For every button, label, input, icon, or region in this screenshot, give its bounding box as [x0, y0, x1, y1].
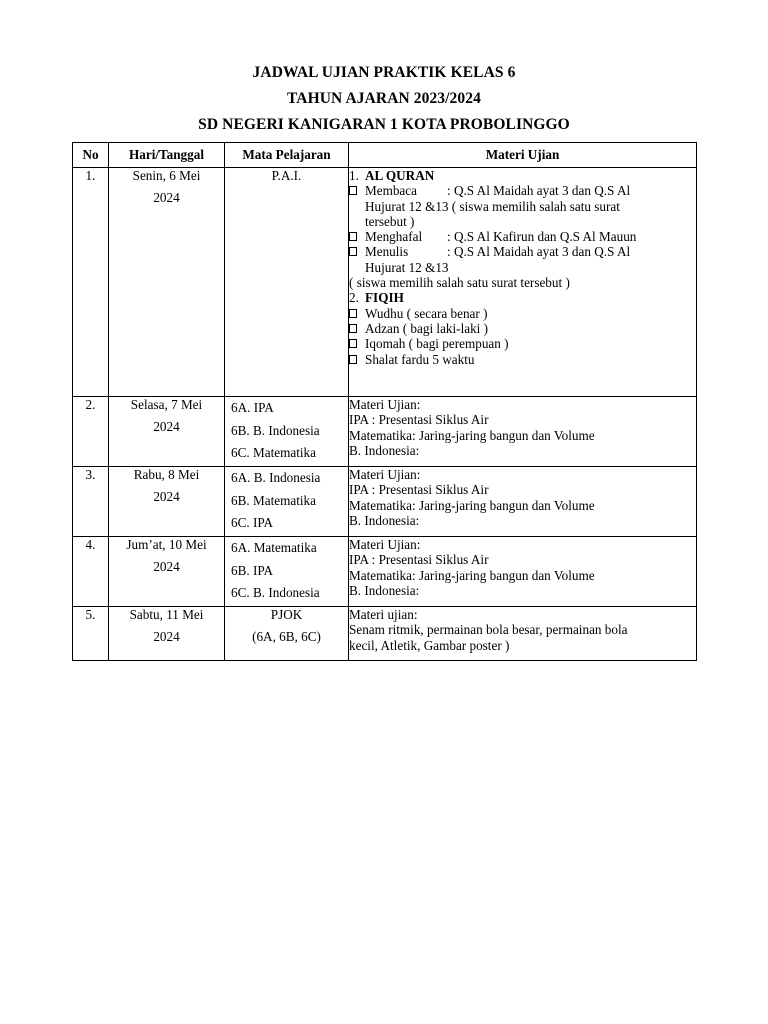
year: 2024: [153, 629, 180, 644]
subject: 6A. B. Indonesia: [231, 470, 321, 485]
item-text: tersebut ): [365, 213, 415, 229]
cell-hari: [109, 397, 225, 467]
title-line-2: TAHUN AJARAN 2023/2024: [287, 90, 481, 107]
cell-materi: [349, 607, 697, 661]
item-text: Shalat fardu 5 waktu: [365, 351, 475, 367]
table-row: [73, 397, 697, 467]
day-date: Senin, 6 Mei: [132, 168, 201, 183]
header-hari-tanggal: Hari/Tanggal: [109, 143, 225, 168]
item-label: Menulis: [365, 244, 409, 260]
materi-line: B. Indonesia:: [349, 442, 420, 458]
section-number: 1.: [349, 168, 359, 183]
header-materi-ujian: Materi Ujian: [349, 143, 697, 168]
cell-materi: [349, 467, 697, 537]
section-al-quran: [349, 168, 696, 183]
cell-hari: [109, 467, 225, 537]
materi-line: B. Indonesia:: [349, 512, 420, 528]
cell-hari: [109, 607, 225, 661]
cell-materi: [349, 397, 697, 467]
materi-line: Senam ritmik, permainan bola besar, permainan bola: [349, 622, 628, 638]
list-item: [349, 306, 696, 321]
cell-hari: [109, 537, 225, 607]
item-label: Menghafal: [365, 229, 423, 245]
day-date: Jum’at, 10 Mei: [126, 537, 207, 552]
list-item: [349, 352, 696, 367]
document-header: [0, 60, 768, 138]
subject-classes: (6A, 6B, 6C): [252, 629, 321, 644]
subject: 6C. B. Indonesia: [231, 585, 320, 600]
item-text: Adzan ( bagi laki-laki ): [365, 320, 489, 336]
materi-line: IPA : Presentasi Siklus Air: [349, 412, 489, 428]
item-text: : Q.S Al Maidah ayat 3 dan Q.S Al: [447, 183, 631, 199]
subject: 6A. IPA: [231, 400, 274, 415]
subject: 6C. IPA: [231, 515, 274, 530]
cell-mapel: [225, 607, 349, 661]
table-header-row: [73, 143, 697, 168]
subject: P.A.I.: [271, 168, 302, 183]
cell-no: [73, 607, 109, 661]
table-row: [73, 537, 697, 607]
section-title: AL QURAN: [365, 168, 435, 183]
checkbox-glyph-icon: [349, 352, 365, 367]
header-mata-pelajaran: Mata Pelajaran: [225, 143, 349, 168]
subject: 6A. Matematika: [231, 540, 317, 555]
subject: 6B. Matematika: [231, 492, 316, 508]
note-text: ( siswa memilih salah satu surat tersebut ): [349, 275, 570, 291]
section-number: 2.: [349, 290, 359, 306]
header-no: No: [73, 143, 109, 168]
cell-mapel: [225, 397, 349, 467]
list-item: [349, 336, 696, 351]
cell-no: [73, 467, 109, 537]
checkbox-glyph-icon: [349, 244, 365, 275]
subject: 6C. Matematika: [231, 445, 316, 460]
cell-hari: [109, 168, 225, 397]
row-number: 1.: [85, 168, 96, 183]
section-fiqih: [349, 290, 696, 305]
cell-materi: [349, 537, 697, 607]
table-row: [73, 467, 697, 537]
materi-line: Materi Ujian:: [349, 397, 421, 412]
year: 2024: [153, 559, 180, 574]
day-date: Selasa, 7 Mei: [130, 397, 203, 412]
table-row: [73, 607, 697, 661]
row-number: 3.: [85, 467, 96, 482]
row-number: 2.: [85, 397, 96, 412]
cell-mapel: [225, 168, 349, 397]
checkbox-glyph-icon: [349, 336, 365, 351]
title-line-1: JADWAL UJIAN PRAKTIK KELAS 6: [252, 64, 516, 81]
subject: 6B. B. Indonesia: [231, 422, 320, 438]
item-text: Hujurat 12 &13 ( siswa memilih salah satu surat: [365, 198, 620, 214]
table-row: [73, 168, 697, 397]
materi-line: Matematika: Jaring-jaring bangun dan Volume: [349, 497, 595, 513]
list-item: [349, 321, 696, 336]
year: 2024: [153, 489, 180, 504]
item-text: : Q.S Al Kafirun dan Q.S Al Mauun: [447, 229, 637, 245]
item-label: Membaca: [365, 183, 417, 199]
item-text: Iqomah ( bagi perempuan ): [365, 336, 509, 352]
materi-line: IPA : Presentasi Siklus Air: [349, 552, 489, 568]
schedule-table: [72, 142, 697, 661]
cell-mapel: [225, 467, 349, 537]
materi-line: Materi Ujian:: [349, 467, 421, 482]
materi-line: Materi ujian:: [349, 607, 418, 622]
materi-line: IPA : Presentasi Siklus Air: [349, 482, 489, 498]
checkbox-glyph-icon: [349, 229, 365, 244]
cell-materi: [349, 168, 697, 397]
row-number: 5.: [85, 607, 96, 622]
materi-line: Materi Ujian:: [349, 537, 421, 552]
item-text: : Q.S Al Maidah ayat 3 dan Q.S Al: [447, 244, 631, 260]
checkbox-glyph-icon: [349, 306, 365, 321]
section-title: FIQIH: [365, 290, 404, 306]
materi-line: kecil, Atletik, Gambar poster ): [349, 637, 510, 653]
materi-line: Matematika: Jaring-jaring bangun dan Volume: [349, 427, 595, 443]
day-date: Sabtu, 11 Mei: [129, 607, 204, 622]
cell-no: [73, 397, 109, 467]
item-text: Hujurat 12 &13: [365, 259, 449, 275]
day-date: Rabu, 8 Mei: [133, 467, 200, 482]
cell-no: [73, 537, 109, 607]
list-item: [349, 244, 696, 275]
cell-mapel: [225, 537, 349, 607]
item-text: Wudhu ( secara benar ): [365, 305, 488, 321]
title-line-3: SD NEGERI KANIGARAN 1 KOTA PROBOLINGGO: [198, 116, 570, 133]
materi-line: B. Indonesia:: [349, 582, 420, 598]
subject: PJOK: [270, 607, 303, 622]
year: 2024: [153, 190, 180, 205]
list-item: [349, 183, 696, 229]
list-item: [349, 229, 696, 244]
materi-line: Matematika: Jaring-jaring bangun dan Volume: [349, 567, 595, 583]
subject: 6B. IPA: [231, 562, 274, 578]
checkbox-glyph-icon: [349, 321, 365, 336]
checkbox-glyph-icon: [349, 183, 365, 229]
year: 2024: [153, 419, 180, 434]
row-number: 4.: [85, 537, 96, 552]
cell-no: [73, 168, 109, 397]
